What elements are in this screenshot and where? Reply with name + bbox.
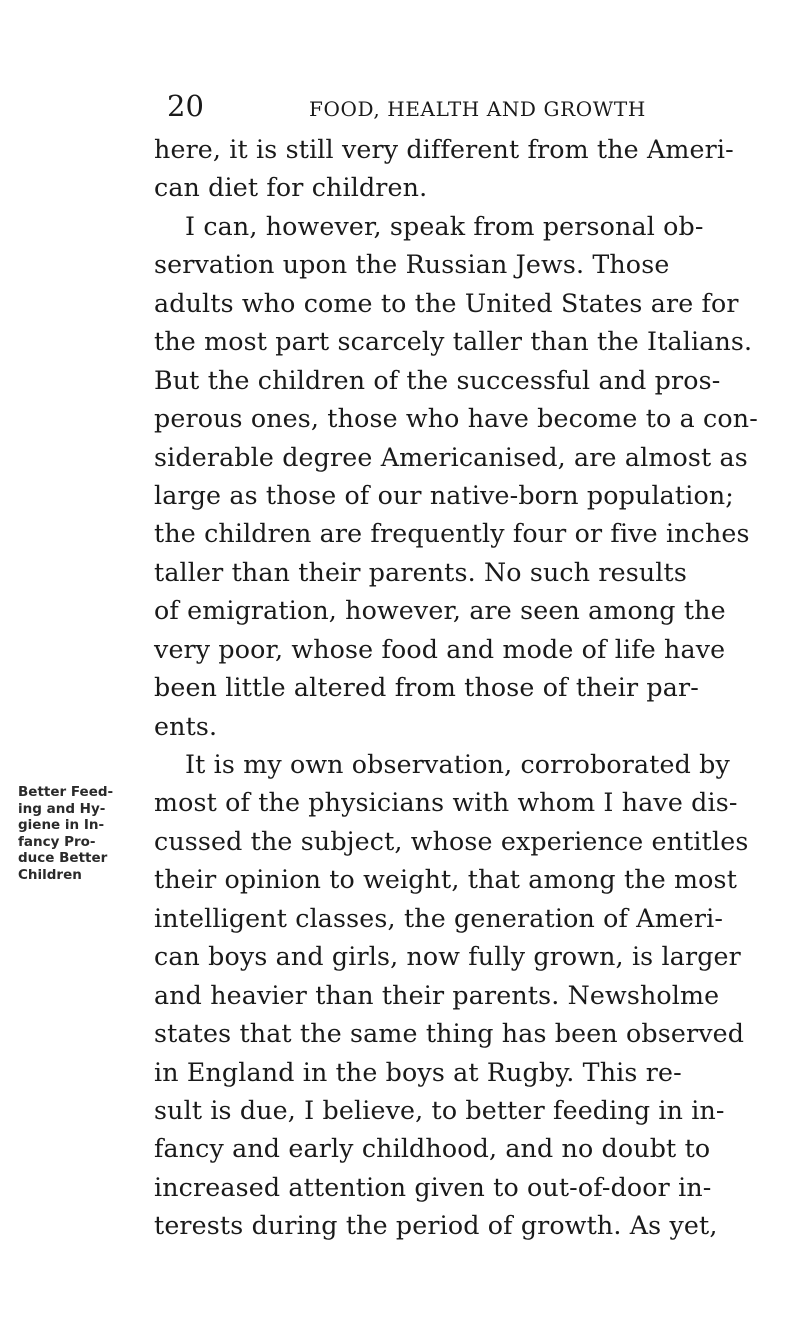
text-line: here, it is still very different from the Ameri- [154,135,734,164]
text-line: cussed the subject, whose experience entitles [154,826,749,856]
text-line: the children are frequently four or five inches [154,519,750,549]
text-line: servation upon the Russian Jews. Those [154,250,670,280]
marginal-note-line: duce Better [18,850,108,867]
text-line: in England in the boys at Rugby. This re- [154,1057,682,1087]
text-line: and heavier than their parents. Newsholme [154,980,720,1010]
text-line: can boys and girls, now fully grown, is larger [154,942,741,972]
text-line: fancy and early childhood, and no doubt to [154,1134,711,1164]
text-line: states that the same thing has been observed [154,1019,745,1049]
text-line: perous ones, those who have become to a con- [154,404,758,434]
text-line: But the children of the successful and pros- [154,365,721,395]
marginal-note-line: fancy Pro- [18,833,96,850]
marginal-note-line: Children [18,866,82,883]
marginal-note-line: Better Feed- [18,784,114,800]
text-line: very poor, whose food and mode of life have [154,634,726,664]
text-line: large as those of our native-born population; [154,480,734,510]
page-header [167,88,667,128]
body-text [154,131,800,1246]
marginal-note-line: giene in In- [18,817,105,834]
text-line: can diet for children. [154,173,428,203]
text-line: It is my own observation, corroborated by [185,750,730,779]
text-line: taller than their parents. No such results [154,557,687,587]
text-line: ents. [154,711,218,741]
text-line: siderable degree Americanised, are almost as [154,442,748,472]
page-number: 20 [167,89,204,123]
text-line: the most part scarcely taller than the Italians. [154,327,753,357]
running-head: FOOD, HEALTH AND GROWTH [309,97,646,121]
marginal-note [18,784,154,884]
text-line: most of the physicians with whom I have dis- [154,788,738,818]
marginal-note-line: ing and Hy- [18,800,106,817]
text-line: terests during the period of growth. As yet, [154,1211,718,1241]
text-line: been little altered from those of their par- [154,673,699,703]
text-line: of emigration, however, are seen among the [154,596,726,626]
text-line: I can, however, speak from personal ob- [185,211,704,241]
text-line: their opinion to weight, that among the most [154,865,738,895]
text-line: sult is due, I believe, to better feeding in in- [154,1095,725,1125]
text-line: increased attention given to out-of-door in- [154,1172,712,1202]
text-line: adults who come to the United States are for [154,288,739,318]
text-line: intelligent classes, the generation of Ameri- [154,903,724,933]
